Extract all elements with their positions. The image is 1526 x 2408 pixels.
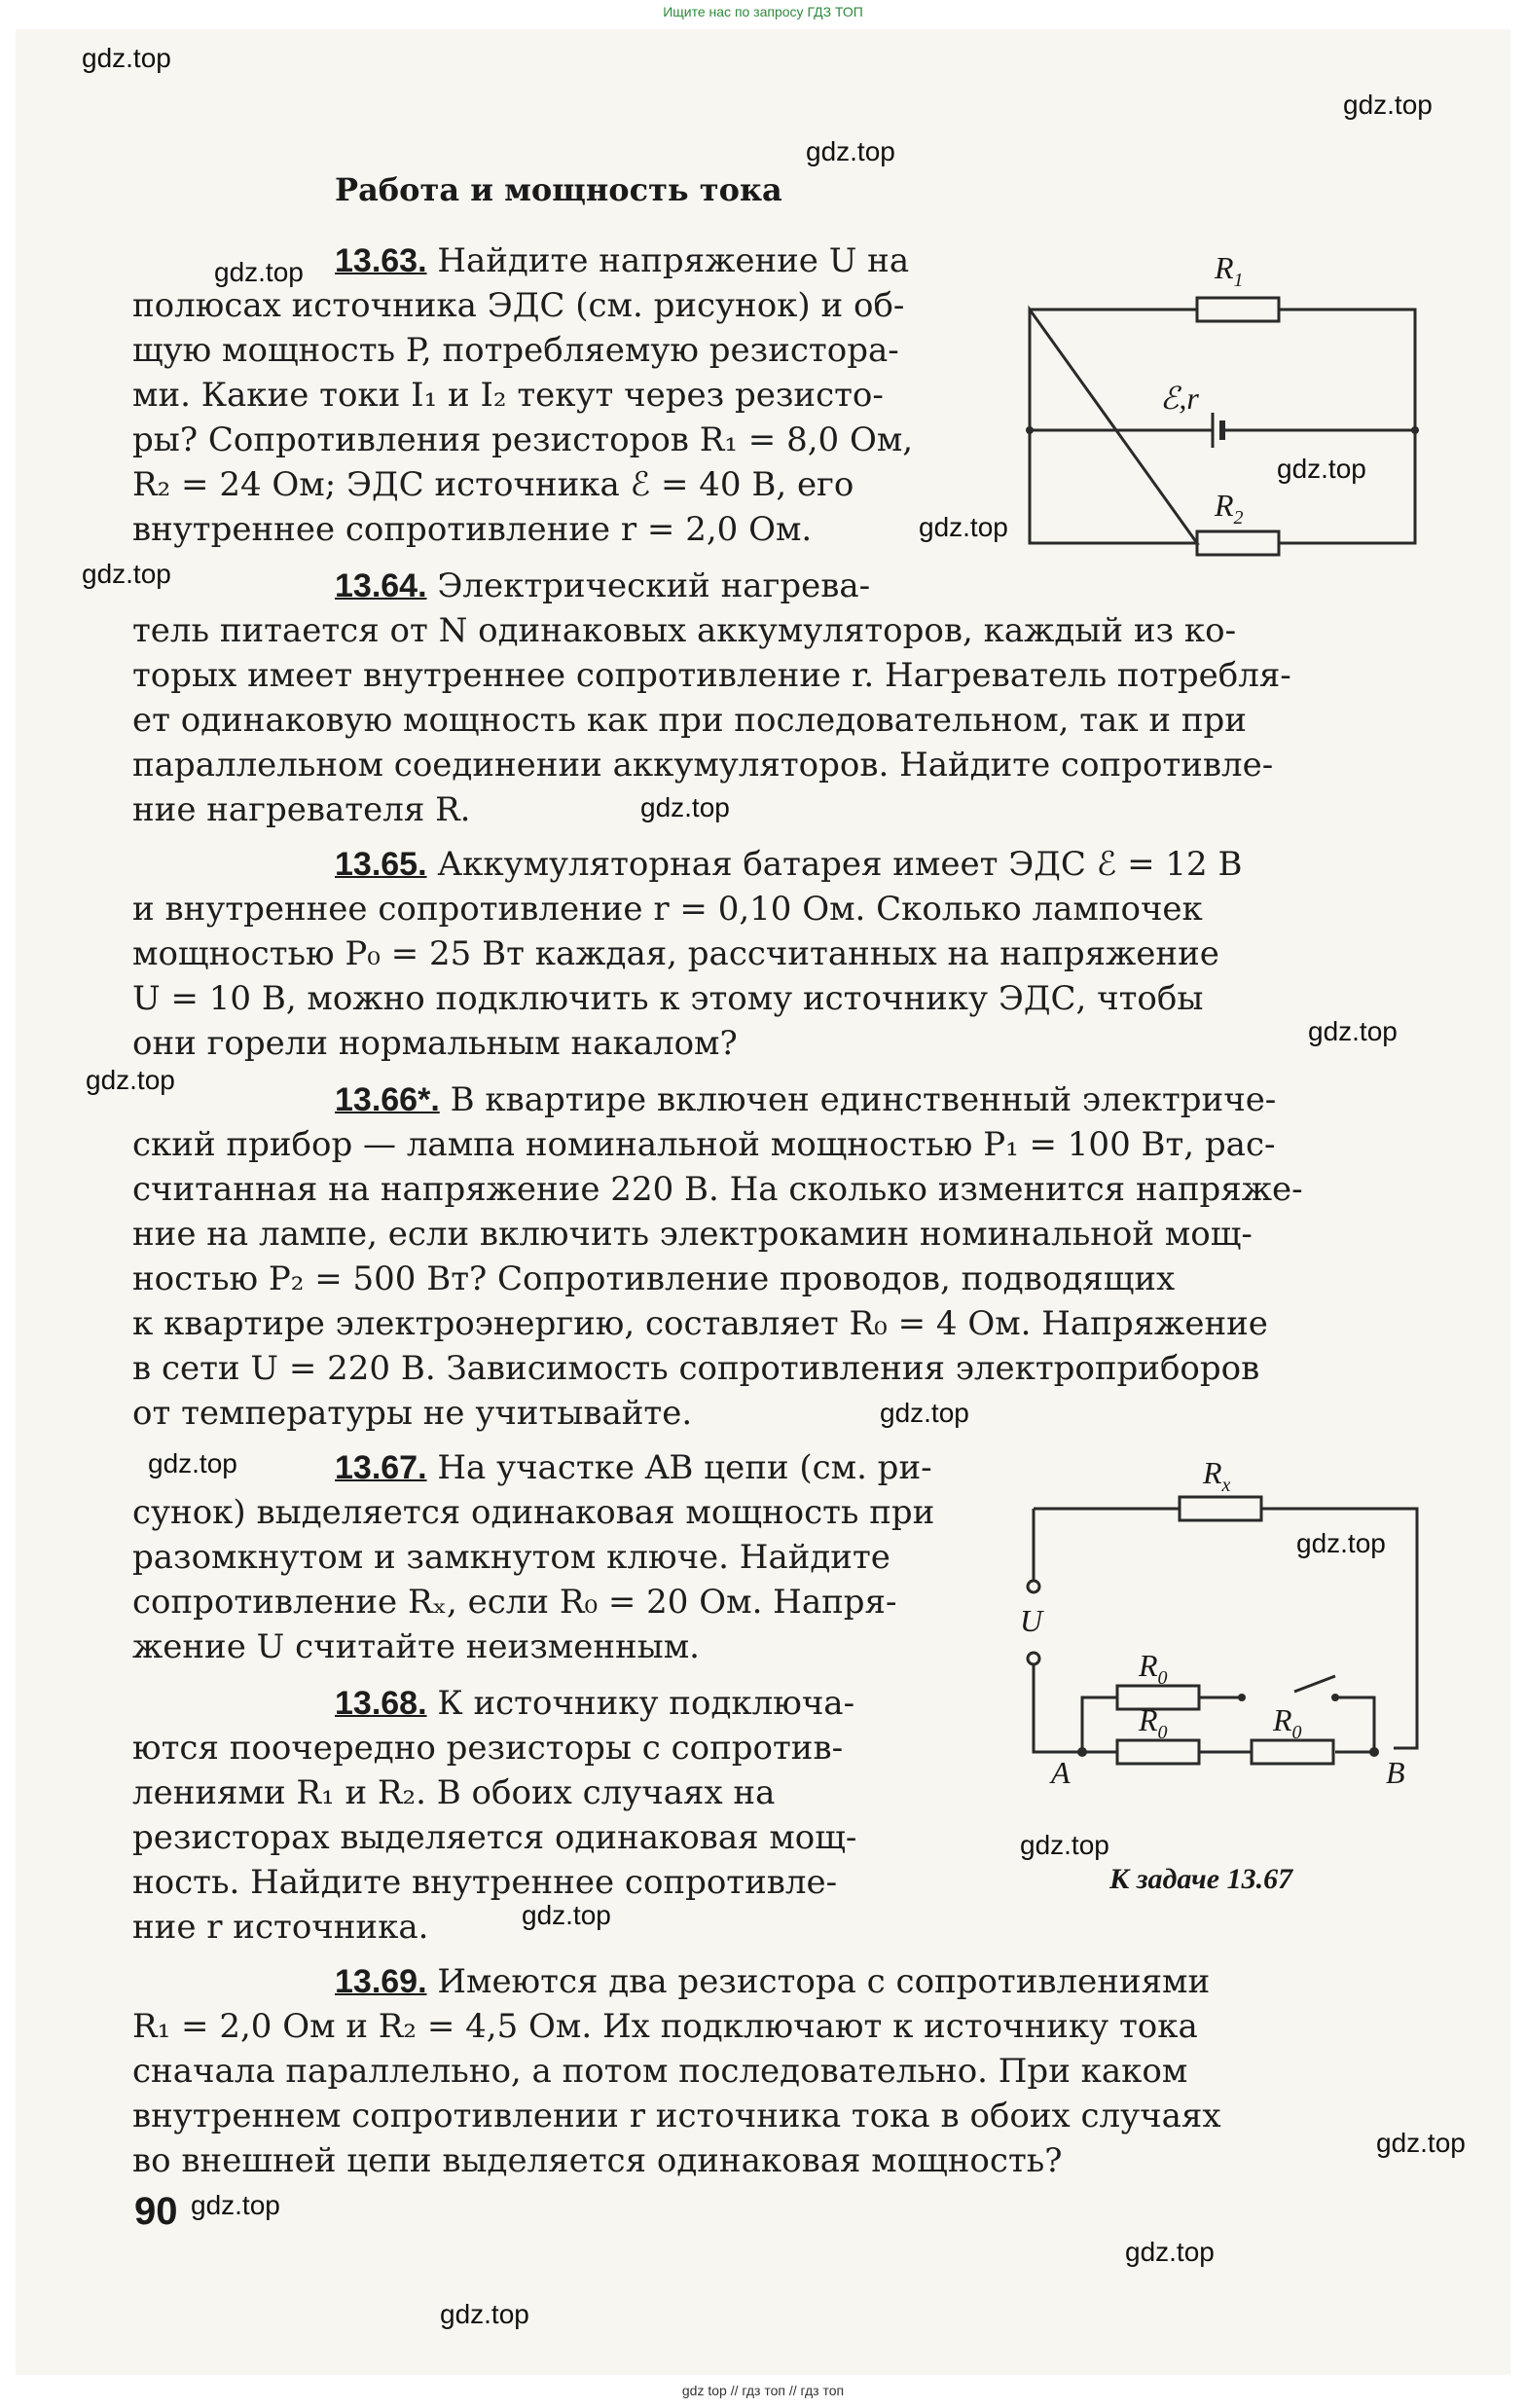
circuit-diagram-13-67: [1012, 1450, 1431, 1840]
svg-text:R2: $R_2$: [1215, 488, 1244, 529]
problem-13-66-line-2: ский прибор — лампа номинальной мощностью P₁ = 100 Вт, рас-: [132, 1125, 1276, 1164]
problem-13-67-line-4: сопротивление Rₓ, если R₀ = 20 Ом. Напря-: [132, 1583, 897, 1622]
resistor-r2: [1197, 531, 1279, 555]
problem-13-69-line-2: R₁ = 2,0 Ом и R₂ = 4,5 Ом. Их подключают к источнику тока: [132, 2007, 1198, 2046]
problem-number: 13.65.: [335, 846, 427, 883]
svg-text:R0: $R_0$: [1139, 1648, 1168, 1689]
problem-13-65-line-5: они горели нормальным накалом?: [132, 1024, 738, 1063]
section-heading: Работа и мощность тока: [335, 171, 782, 208]
problem-13-66-line-8: от температуры не учитывайте.: [132, 1394, 693, 1433]
label-a: A: [1051, 1755, 1071, 1790]
watermark: gdz.top: [880, 1398, 969, 1428]
figure-caption: К задаче 13.67: [1109, 1863, 1293, 1895]
watermark: gdz.top: [1343, 90, 1433, 120]
problem-13-68-line-5: ность. Найдите внутреннее сопротивле-: [132, 1863, 838, 1902]
problem-13-64-line-6: ние нагревателя R.: [132, 790, 471, 829]
label-u: U: [1020, 1603, 1043, 1638]
watermark: gdz.top: [1020, 1830, 1109, 1860]
problem-13-63-line-2: полюсах источника ЭДС (см. рисунок) и об-: [132, 286, 905, 325]
resistor-r0-left: [1117, 1740, 1199, 1764]
switch-icon: [1294, 1676, 1335, 1692]
watermark: gdz.top: [191, 2190, 280, 2220]
problem-13-69-line-3: сначала параллельно, а потом последовательно. При каком: [132, 2052, 1188, 2091]
resistor-r0-right: [1252, 1740, 1333, 1764]
page-number: 90: [134, 2190, 178, 2233]
problem-number: 13.67.: [335, 1449, 427, 1486]
watermark: gdz.top: [1125, 2237, 1215, 2267]
problem-13-63-line-1: 13.63. Найдите напряжение U на: [335, 241, 910, 280]
watermark: gdz.top: [806, 136, 895, 166]
problem-13-63-line-3: щую мощность P, потребляемую резистора-: [132, 331, 899, 370]
problem-13-66-line-5: ностью P₂ = 500 Вт? Сопротивление проводов, подводящих: [132, 1259, 1176, 1298]
problem-13-68-line-2: ются поочередно резисторы с сопротив-: [132, 1729, 844, 1768]
label-r0-right: R: [1273, 1702, 1292, 1737]
label-rx: R: [1203, 1455, 1222, 1490]
label-emf: ℰ,r: [1160, 381, 1199, 416]
watermark: gdz.top: [82, 43, 171, 73]
circuit-diagram-13-63: [1022, 241, 1431, 563]
terminal-top: [1028, 1581, 1039, 1592]
problem-13-64-line-4: ет одинаковую мощность как при последовательном, так и при: [132, 701, 1247, 740]
problem-13-64-line-3: торых имеет внутреннее сопротивление r. Нагреватель потребля-: [132, 656, 1291, 695]
problem-13-69-line-1: 13.69. Имеются два резистора с сопротивлениями: [335, 1962, 1211, 2001]
problem-13-67-line-3: разомкнутом и замкнутом ключе. Найдите: [132, 1538, 890, 1577]
problem-number: 13.68.: [335, 1685, 427, 1722]
problem-13-64-line-2: тель питается от N одинаковых аккумуляторов, каждый из ко-: [132, 611, 1237, 650]
resistor-rx: [1180, 1497, 1261, 1520]
problem-13-63-line-5: ры? Сопротивления резисторов R₁ = 8,0 Ом,: [132, 420, 914, 459]
watermark: gdz.top: [1308, 1016, 1398, 1046]
svg-text:R0: $R_0$: [1139, 1702, 1168, 1743]
problem-13-69-line-5: во внешней цепи выделяется одинаковая мощность?: [132, 2141, 1063, 2180]
watermark: gdz.top: [86, 1065, 175, 1095]
problem-13-68-line-3: лениями R₁ и R₂. В обоих случаях на: [132, 1773, 776, 1812]
problem-13-67-line-2: сунок) выделяется одинаковая мощность при: [132, 1493, 935, 1532]
problem-13-65-line-3: мощностью P₀ = 25 Вт каждая, рассчитанных на напряжение: [132, 934, 1219, 973]
problem-13-63-line-7: внутреннее сопротивление r = 2,0 Ом.: [132, 510, 813, 549]
problem-13-65-line-4: U = 10 В, можно подключить к этому источнику ЭДС, чтобы: [132, 979, 1204, 1018]
problem-13-65-line-1: 13.65. Аккумуляторная батарея имеет ЭДС ℰ = 12 В: [335, 845, 1243, 884]
problem-13-64-line-1: 13.64. Электрический нагрева-: [335, 566, 871, 605]
problem-13-67-line-1: 13.67. На участке AB цепи (см. ри-: [335, 1448, 932, 1487]
problem-13-63-line-4: ми. Какие токи I₁ и I₂ текут через резисто-: [132, 376, 884, 415]
resistor-r0-top: [1117, 1686, 1199, 1709]
problem-number: 13.63.: [335, 242, 427, 279]
problem-13-66-line-1: 13.66*. В квартире включен единственный электриче-: [335, 1080, 1277, 1119]
bottom-banner: gdz top // гдз топ // гдз топ: [681, 2383, 845, 2398]
watermark: gdz.top: [640, 792, 730, 822]
watermark: gdz.top: [1277, 454, 1366, 484]
problem-13-68-line-4: резисторах выделяется одинаковая мощ-: [132, 1818, 857, 1857]
top-banner: Ищите нас по запросу ГДЗ ТОП: [663, 4, 863, 19]
problem-13-64-line-5: параллельном соединении аккумуляторов. Найдите сопротивле-: [132, 746, 1274, 784]
label-r0-left: R: [1139, 1702, 1158, 1737]
problem-13-66-line-7: в сети U = 220 В. Зависимость сопротивления электроприборов: [132, 1349, 1260, 1388]
problem-13-66-line-3: считанная на напряжение 220 В. На сколько изменится напряже-: [132, 1170, 1303, 1209]
label-r1: R: [1215, 250, 1234, 285]
watermark: gdz.top: [1376, 2128, 1466, 2158]
problem-13-68-line-1: 13.68. К источнику подключа-: [335, 1684, 855, 1723]
label-r0-top: R: [1139, 1648, 1158, 1683]
svg-text:R0: $R_0$: [1273, 1702, 1302, 1743]
watermark: gdz.top: [1296, 1528, 1386, 1558]
label-r2: R: [1215, 488, 1234, 523]
watermark: gdz.top: [919, 512, 1008, 542]
problem-number: 13.69.: [335, 1963, 427, 2000]
watermark: gdz.top: [214, 257, 304, 287]
problem-number: 13.64.: [335, 567, 427, 604]
watermark: gdz.top: [522, 1900, 611, 1930]
label-b: B: [1386, 1755, 1405, 1790]
terminal-bottom: [1028, 1653, 1039, 1664]
svg-text:Rx: $R_x$: [1203, 1455, 1231, 1496]
svg-text:R1: $R_1$: [1215, 250, 1244, 291]
problem-13-66-line-6: к квартире электроэнергию, составляет R₀ = 4 Ом. Напряжение: [132, 1304, 1268, 1343]
watermark: gdz.top: [82, 559, 171, 589]
watermark: gdz.top: [440, 2299, 529, 2329]
watermark: gdz.top: [148, 1448, 237, 1478]
problem-13-66-line-4: ние на лампе, если включить электрокамин номинальной мощ-: [132, 1215, 1253, 1254]
resistor-r1: [1197, 298, 1279, 321]
problem-13-69-line-4: внутреннем сопротивлении r источника тока в обоих случаях: [132, 2097, 1221, 2135]
problem-13-65-line-2: и внутреннее сопротивление r = 0,10 Ом. Сколько лампочек: [132, 890, 1203, 929]
problem-number: 13.66*.: [335, 1081, 440, 1118]
problem-13-68-line-6: ние r источника.: [132, 1908, 429, 1947]
problem-13-67-line-5: жение U считайте неизменным.: [132, 1627, 700, 1666]
problem-13-63-line-6: R₂ = 24 Ом; ЭДС источника ℰ = 40 В, его: [132, 465, 854, 504]
